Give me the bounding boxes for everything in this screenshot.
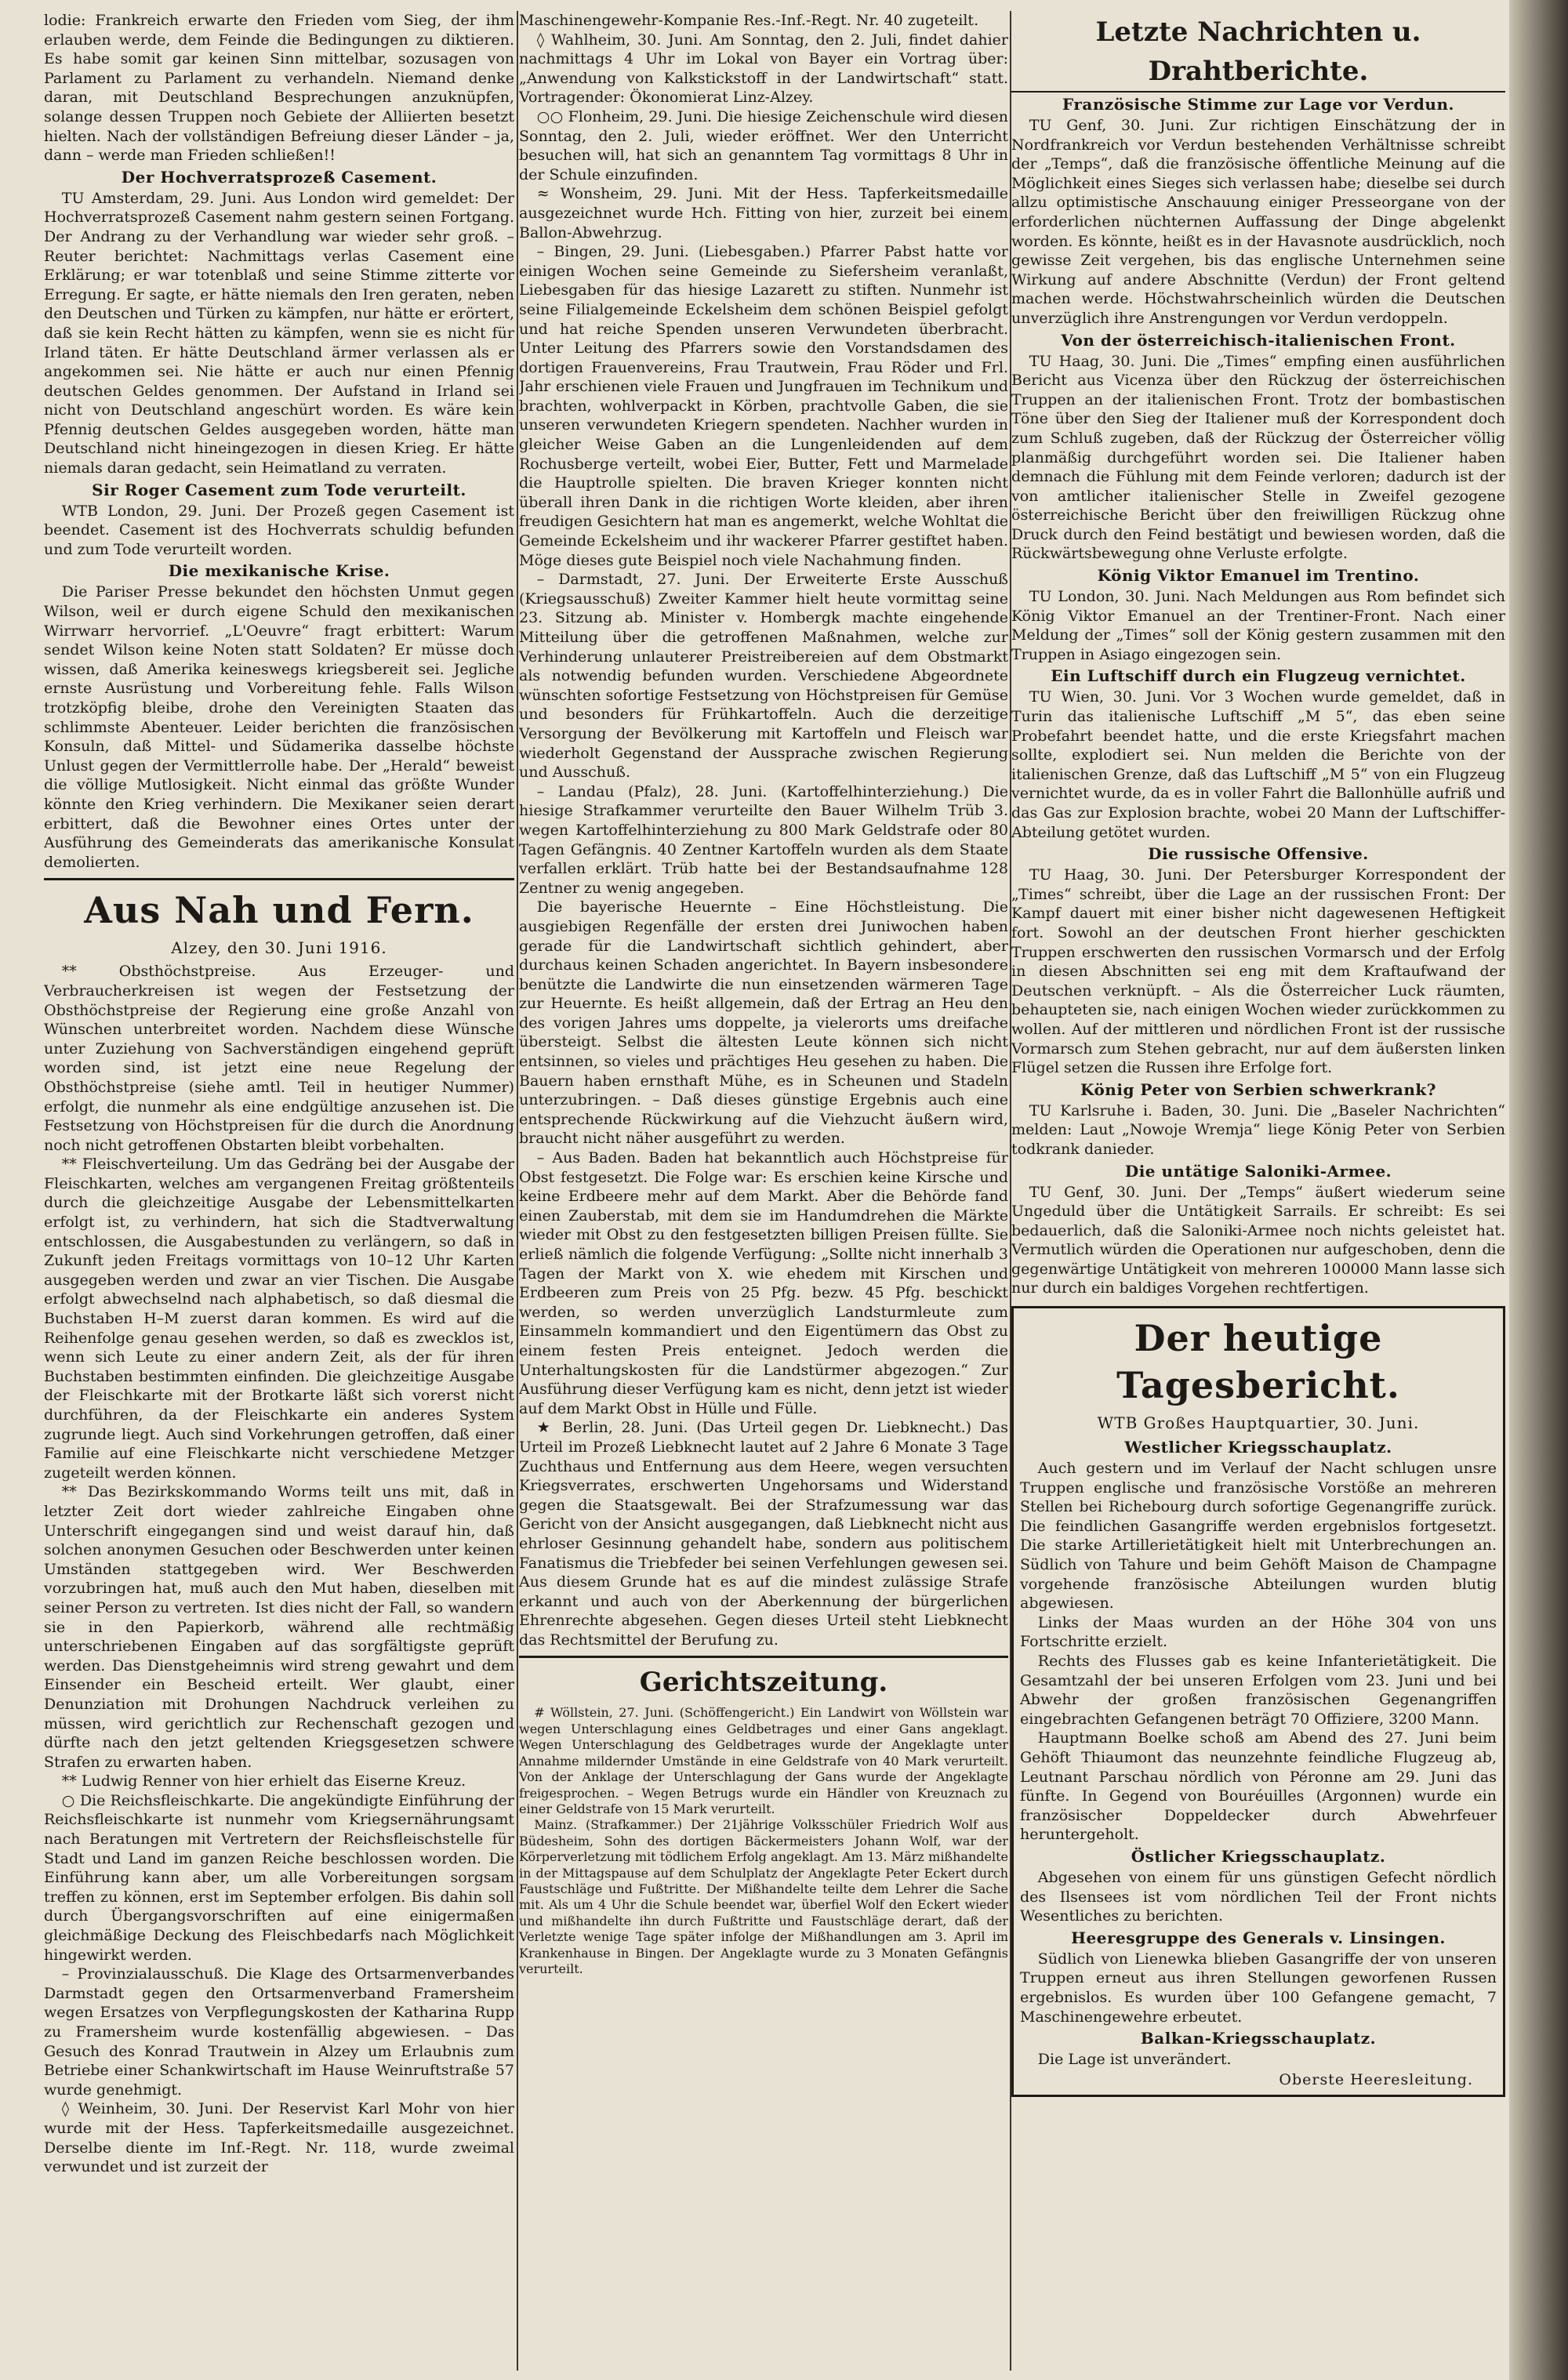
article-airship: TU Wien, 30. Juni. Vor 3 Wochen wurde gemeldet, daß in Turin das italienische Luftschiff „M 5“, das eben seine Probefahrt beendet hatte, und die erste Kriegsfahrt machen sollte, explodiert sei. Nun melden die Berichte von der italienischen Grenze, daß das Luftschiff „M 5“ von ein Flugzeug vernichtet wurde, da es in voller Fahrt die Ballonhülle aufriß und das Gas zur Explosion brachte, wobei 20 Mann der Luftschiffer-Abteilung getötet wurden. bbox=[1011, 688, 1505, 841]
article-austro-italian-front: TU Haag, 30. Juni. Die „Times“ empfing einen ausführlichen Bericht aus Vicenza über den Rückzug der österreichischen Truppen an der italienischen Front. Trotz der bombastischen Töne über den Sieg der Italiener muß der Korrespondent doch zum Schluß zugeben, daß der Rückzug der Österreicher völlig planmäßig durchgeführt worden sei. Die Italiener haben demnach die Fühlung mit dem Feinde verloren; dadurch ist der von amtlicher italienischer Stelle in Zweifel gezogene österreichische Bericht über den freiwilligen Rückzug ohne Druck durch den Feind bestätigt und bewiesen worden, daß die Rückwärtsbewegung ohne Verluste erfolgte. bbox=[1011, 352, 1505, 563]
report-west-1: Auch gestern und im Verlauf der Nacht schlugen unsre Truppen englische und französische Vorstöße an mehreren Stellen bei Richebourg durch sofortige Gegenangriffe zurück. Die feindlichen Gasangriffe werden ergebnislos fortgesetzt. Die starke Artillerietätigkeit hielt mit Unterbrechungen an. Südlich von Tahure und beim Gehöft Maison de Champagne vorgehende französische Abteilungen wurden blutig abgewiesen. bbox=[1020, 1460, 1497, 1613]
subheading-eastern-front: Östlicher Kriegsschauplatz. bbox=[1131, 1846, 1386, 1866]
subheading-mexican-crisis: Die mexikanische Krise. bbox=[168, 561, 390, 581]
section-heading-gerichtszeitung: Gerichtszeitung. bbox=[639, 1667, 888, 1699]
article-berlin-liebknecht: ★ Berlin, 28. Juni. (Das Urteil gegen Dr. Liebknecht.) Das Urteil im Prozeß Liebknecht lautet auf 2 Jahre 6 Monate 3 Tage Zuchthaus und Entfernung aus dem Heere, wegen versuchten Kriegsverrates, erschwerten Ungehorsams und Widerstand gegen die Staatsgewalt. Bei der Strafzumessung war das Gericht von der Ansicht ausgegangen, daß Liebknecht nicht aus ehrloser Gesinnung gehandelt habe, sondern aus politischem Fanatismus die Triebfeder bei seinen Verfehlungen gewesen sei. Aus diesem Grunde hat es auf die mindest zulässige Strafe erkannt und auch von der Aberkennung der bürgerlichen Ehrenrechte abgesehen. Gegen dieses Urteil steht Liebknecht das Rechtsmittel der Berufung zu. bbox=[519, 1419, 1008, 1649]
report-west-4: Hauptmann Boelke schoß am Abend des 27. Juni beim Gehöft Thiaumont das neunzehnte feindliche Flugzeug ab, Leutnant Parschau nördlich von Péronne am 29. Juni das fünfte. In Gegend von Bouréuilles (Argonnen) wurde ein französischer Doppeldecker durch Abwehrfeuer heruntergeholt. bbox=[1020, 1729, 1497, 1844]
article-heuernte: Die bayerische Heuernte – Eine Höchstleistung. Die ausgiebigen Regenfälle der ersten drei Juniwochen haben gerade für die Landwirtschaft sichtlich gehindert, aber durchaus keinen Schaden angerichtet. In Bayern insbesondere benützte die Landwirte die nun einsetzenden wärmeren Tage zur Heuernte. Es heißt allgemein, daß der Ertrag an Heu den des vorigen Jahres ums doppelte, ja vielerorts ums dreifache übersteigt. Selbst die ältesten Leute können sich nicht entsinnen, so vieles und prächtiges Heu gesehen zu haben. Die Bauern haben ernsthaft Mühe, es in Scheunen und Stadeln unterzubringen. – Daß dieses günstige Ergebnis auch eine entsprechende Rückwirkung auf die Viehzucht äußern wird, braucht nicht näher ausgeführt zu werden. bbox=[519, 898, 1008, 1148]
subheading-russian-offensive: Die russische Offensive. bbox=[1148, 844, 1369, 864]
report-balkan: Die Lage ist unverändert. bbox=[1037, 2051, 1232, 2069]
article-provinzialausschuss: – Provinzialausschuß. Die Klage des Ortsarmenverbandes Darmstadt gegen den Ortsarmenverband Framersheim wegen Ersatzes von Verpflegungskosten der Katharina Rupp zu Framersheim wurde kostenfällig abgewiesen. – Das Gesuch des Konrad Trautwein in Alzey um Erlaubnis zum Betriebe einer Schankwirtschaft im Hause Weinruftstraße 57 wurde genehmigt. bbox=[44, 1965, 514, 2099]
article-bingen: – Bingen, 29. Juni. (Liebesgaben.) Pfarrer Pabst hatte vor einigen Wochen seine Gemeinde zu Siefersheim veranlaßt, Liebesgaben für das hiesige Lazarett zu stiften. Nunmehr ist seine Filialgemeinde Eckelsheim dem schönen Beispiel gefolgt und hat reiche Spenden unseren Verwundeten überbracht. Unter Leitung des Pfarrers sowie den Vorstandsdamen des dortigen Frauenvereins, Frau Trautwein, Frau Röder und Frl. Jahr erschienen viele Frauen und Jungfrauen im Technikum und brachten, wohlverpackt in Körben, prachtvolle Gaben, die sie unseren verwundeten Kriegern spendeten. Nachher wurden in gleicher Weise Gaben an die Lungenleidenden auf dem Rochusberge verteilt, wobei Eier, Butter, Fett und Marmelade die Hauptrolle spielten. Die braven Krieger konnten nicht überall ihren Dank in die richtigen Worte kleiden, aber ihren freudigen Gesichtern hat man es angemerkt, welche Wohltat die Gemeinde Eckelsheim und ihr wackerer Pfarrer gestiftet haben. Möge dieses gute Beispiel noch viele Nachahmung finden. bbox=[519, 243, 1008, 569]
subheading-airship: Ein Luftschiff durch ein Flugzeug vernichtet. bbox=[1051, 666, 1466, 686]
article-baden: – Aus Baden. Baden hat bekanntlich auch Höchstpreise für Obst festgesetzt. Die Folge war: Es erschien keine Kirsche und keine Erdbeere mehr auf dem Markt. Aber die Behörde fand einen Zauberstab, mit dem sie im Handumdrehen die Märkte wieder mit Obst zu den festgesetzten billigen Preisen füllte. Sie erließ nämlich die folgende Verfügung: „Sollte nicht innerhalb 3 Tagen der Markt von X. wie ehedem mit Kirschen und Erdbeeren zum Preis von 25 Pfg. bezw. 45 Pfg. beschickt werden, so werden unverzüglich Landsturmleute zum Einsammeln kommandiert und den Eigentümern das Obst zu einem festen Preis enteignet. Jedoch werden die Unterhaltungskosten für die Landstürmer abgezogen.“ Zur Ausführung dieser Verfügung kam es nicht, denn jetzt ist wieder auf dem Markt Obst in Hülle und Fülle. bbox=[519, 1149, 1008, 1417]
section-divider bbox=[519, 1656, 1008, 1658]
article-reichsfleischkarte: ○ Die Reichsfleischkarte. Die angekündigte Einführung der Reichsfleischkarte ist nunmehr vom Kriegsernährungsamt nach Beratungen mit Vertretern der Reichsfleischstelle für Stadt und Land im ganzen Reiche beschlossen worden. Die Einführung kann aber, um alle Vorbereitungen sorgsam treffen zu können, erst im September erfolgen. Bis dahin soll durch Übergangsvorschriften auf eine einigermaßen gleichmäßige Deckung des Fleischbedarfs nach Möglichkeit hingewirkt werden. bbox=[44, 1791, 514, 1964]
section-heading-letzte-nachrichten: Letzte Nachrichten u. Drahtberichte. bbox=[1011, 13, 1505, 93]
subheading-verdun: Französische Stimme zur Lage vor Verdun. bbox=[1062, 95, 1454, 114]
article-darmstadt: – Darmstadt, 27. Juni. Der Erweiterte Erste Ausschuß (Kriegsausschuß) Zweiter Kammer hielt heute vormittag seine 23. Sitzung ab. Minister v. Hombergk machte eingehende Mitteilung über die getroffenen Maßnahmen, welche zur Verhinderung unlauterer Preistreibereien auf dem Obstmarkt als notwendig befunden wurden. Verschiedene Abgeordnete wünschten sofortige Festsetzung von Höchstpreisen für Gemüse und besonders für Frühkartoffeln. Auch die derzeitige Versorgung der Bevölkerung mit Kartoffeln und Fleisch war wiederholt Gegenstand der Aussprache zwischen Regierung und Ausschuß. bbox=[519, 571, 1008, 782]
page-edge-shadow bbox=[1509, 0, 1568, 2380]
dateline-hauptquartier: WTB Großes Hauptquartier, 30. Juni. bbox=[1097, 1413, 1420, 1433]
section-divider bbox=[44, 878, 514, 880]
article-peace-intro: lodie: Frankreich erwarte den Frieden vom Sieg, der ihm erlauben werde, dem Feinde die Bedingungen zu diktieren. Es habe somit gar keinen Sinn mittelbar, sozusagen von Parlament zu Parlament zu verhandeln. Niemand denke daran, mit Deutschland Besprechungen anzuknüpfen, solange dessen Truppen noch Gebiete der Alliierten besetzt hielten. Nach der vollständigen Befreiung dieser Länder – ja, dann – werde man Frieden schließen!! bbox=[44, 12, 514, 165]
article-landau: – Landau (Pfalz), 28. Juni. (Kartoffelhinterziehung.) Die hiesige Strafkammer verurteilte den Bauer Wilhelm Trüb 3. wegen Kartoffelhinterziehung zu 800 Mark Geldstrafe oder 80 Tagen Gefängnis. 40 Zentner Kartoffeln wurden als dem Staate verfallen erklärt. Trüb hatte bei der Bestandsaufnahme 128 Zentner zu wenig angegeben. bbox=[519, 782, 1008, 897]
subheading-saloniki-army: Die untätige Saloniki-Armee. bbox=[1124, 1161, 1392, 1181]
article-fleischverteilung: ** Fleischverteilung. Um das Gedräng bei der Ausgabe der Fleischkarten, welches am vergangenen Freitag größtenteils durch die gleichzeitige Ausgabe der Lebensmittelkarten erfolgt ist, zu verhindern, hat sich die Stadtverwaltung entschlossen, die Ausgabestunden zu verlängern, so daß in Zukunft jeden Freitags vormittags von 10–12 Uhr Karten ausgegeben werden und zwar an vier Tischen. Die Ausgabe erfolgt abwechselnd nach alphabetisch, so daß diesmal die Buchstaben H–M zuerst daran kommen. Es wird auf die Reihenfolge genau gesehen werden, so daß es zwecklos ist, wenn sich Leute zu einer andern Zeit, als der für ihren Buchstaben bestimmten einfinden. Die gleichzeitige Ausgabe der Fleischkarte mit der Brotkarte läßt sich vorerst nicht durchführen, da der Fleischkarte ein anderes System zugrunde liegt. Auch sind Vorkehrungen getroffen, daß einer Familie auf eine Fleischkarte nicht verschiedene Metzger zugeteilt werden können. bbox=[44, 1156, 514, 1482]
column-rule bbox=[517, 11, 518, 2371]
subheading-king-peter: König Peter von Serbien schwerkrank? bbox=[1080, 1079, 1436, 1099]
subheading-casement-trial: Der Hochverratsprozeß Casement. bbox=[121, 167, 437, 187]
report-west-3: Rechts des Flusses gab es keine Infanterietätigkeit. Die Gesamtzahl der bei unseren Erfolgen vom 23. Juni und bei Abwehr der großen französischen Gegenangriffen eingebrachten Gefangenen beträgt 70 Offiziere, 3200 Mann. bbox=[1020, 1653, 1497, 1728]
article-weinheim: ◊ Weinheim, 30. Juni. Der Reservist Karl Mohr von hier wurde mit der Hess. Tapferkeitsmedaille ausgezeichnet. Derselbe diente im Inf.-Regt. Nr. 118, wurde zweimal verwundet und ist zurzeit der bbox=[44, 2100, 514, 2176]
article-mainz: Mainz. (Strafkammer.) Der 21jährige Volksschüler Friedrich Wolf aus Büdesheim, Sohn des dortigen Bäckermeisters Johann Wolf, war der Körperverletzung mit tödlichem Erfolg angeklagt. Am 13. März mißhandelte in der Mittagspause auf dem Schulplatz der Angeklagte Peter Eckert durch Faustschläge und Fußtritte. Der Mißhandelte teilte dem Lehrer die Sache mit. Als um 4 Uhr die Schule beendet war, überfiel Wolf den Eckert wieder und mißhandelte ihn durch Fußtritte und Faustschläge derart, daß der Verletzte wenige Tage später infolge der Mißhandlungen am 3. April im Krankenhause in Bingen. Der Angeklagte wurde zu 3 Monaten Gefängnis verurteilt. bbox=[519, 1817, 1008, 1976]
dateline-alzey: Alzey, den 30. Juni 1916. bbox=[171, 938, 387, 958]
column-middle bbox=[519, 11, 1008, 2371]
article-king-peter: TU Karlsruhe i. Baden, 30. Juni. Die „Baseler Nachrichten“ melden: Laut „Nowoje Wremja“ liege König Peter von Serbien todkrank danieder. bbox=[1011, 1101, 1505, 1158]
article-wahlheim: ◊ Wahlheim, 30. Juni. Am Sonntag, den 2. Juli, findet dahier nachmittags 4 Uhr im Lokal von Bayer ein Vortrag über: „Anwendung von Kalkstickstoff in der Landwirtschaft“ statt. Vortragender: Ökonomierat Linz-Alzey. bbox=[519, 31, 1008, 107]
article-bezirkskommando: ** Das Bezirkskommando Worms teilt uns mit, daß in letzter Zeit dort wieder zahlreiche Eingaben ohne Unterschrift eingegangen sind und weist darauf hin, daß solchen anonymen Gesuchen oder Beschwerden unter keinen Umständen stattgegeben wird. Wer Beschwerden vorzubringen hat, muß auch den Mut haben, dieselben mit seiner Person zu vertreten. Ist dies nicht der Fall, so wandern sie in den Papierkorb, während alle rechtmäßig unterschriebenen Eingaben auf das sorgfältigste geprüft werden. Das Dienstgeheimnis wird streng gewahrt und dem Einsender ein Bescheid erteilt. Wer glaubt, einer Denunziation mit Drohungen Nachdruck verleihen zu müssen, wird gerichtlich zur Rechenschaft gezogen und dürfte nach den jetzt geltenden Kriegsgesetzen schwere Strafen zu erwarten haben. bbox=[44, 1483, 514, 1771]
article-verdun: TU Genf, 30. Juni. Zur richtigen Einschätzung der in Nordfrankreich vor Verdun bestehenden Verhältnisse schreibt der „Temps“, daß die französische öffentliche Meinung auf die Möglichkeit eines Sieges sich verlassen habe; dieselbe sei durch allzu optimistische Anschauung einiger Presseorgane von der erforderlichen nüchternen Auffassung der Dinge abgelenkt worden. Es könnte, heißt es in der Havasnote ausdrücklich, noch gewisse Zeit vergehen, bis das englische Unternehmen seine Wirkung auf andere Abschnitte (Verdun) der Front geltend machen werde. Höchstwahrscheinlich würden die Deutschen unverzüglich ihre Anstrengungen vor Verdun verdoppeln. bbox=[1011, 117, 1505, 327]
report-east: Abgesehen von einem für uns günstigen Gefecht nördlich des Ilsensees ist vom nördlichen Teil der Front nichts Wesentliches zu berichten. bbox=[1020, 1868, 1497, 1925]
article-wonsheim: ≈ Wonsheim, 29. Juni. Mit der Hess. Tapferkeitsmedaille ausgezeichnet wurde Hch. Fitting von hier, zurzeit bei einem Ballon-Abwehrzug. bbox=[519, 185, 1008, 241]
article-woellstein: # Wöllstein, 27. Juni. (Schöffengericht.) Ein Landwirt von Wöllstein war wegen Unterschlagung eines Geldbetrages und einer Gans angeklagt. Wegen Unterschlagung des Geldbetrages wurde der Angeklagte unter Annahme mildernder Umstände in eine Geldstrafe von 40 Mark verurteilt. Von der Anklage der Unterschlagung der Gans wurde der Angeklagte freigesprochen. – Wegen Betrugs wurde ein Händler von Kreuznach zu einer Geldstrafe von 15 Mark verurteilt. bbox=[519, 1705, 1008, 1816]
article-russian-offensive: TU Haag, 30. Juni. Der Petersburger Korrespondent der „Times“ schreibt, über die Lage an der russischen Front: Der Kampf dauert mit einer bisher nicht dagewesenen Heftigkeit fort. Sowohl an der deutschen Front hierher geschickten Truppen erschwerten den russischen Vormarsch und der Erfolg in diesen Abschnitten sei eng mit dem Kraftaufwand der Deutschen verknüpft. – Als die Österreicher Luck räumten, behaupteten sie, nach einigen Wochen wieder zurückkommen zu wollen. Auf der mittleren und nördlichen Front ist der russische Vormarsch zum Stehen gebracht, nur auf dem äußersten linken Flügel setzen die Russen ihre Erfolge fort. bbox=[1011, 866, 1505, 1077]
daily-report-box bbox=[1011, 1306, 1505, 2097]
article-casement-sentence: WTB London, 29. Juni. Der Prozeß gegen Casement ist beendet. Casement ist des Hochverrats schuldig befunden und zum Tode verurteilt worden. bbox=[44, 502, 514, 558]
article-renner: ** Ludwig Renner von hier erhielt das Eiserne Kreuz. bbox=[61, 1772, 466, 1790]
signature-oberste-heeresleitung: Oberste Heeresleitung. bbox=[1279, 2070, 1473, 2088]
subheading-balkan: Balkan-Kriegsschauplatz. bbox=[1140, 2029, 1377, 2048]
section-heading-tagesbericht: Der heutige Tagesbericht. bbox=[1116, 1317, 1400, 1407]
article-saloniki-army: TU Genf, 30. Juni. Der „Temps“ äußert wiederum seine Ungeduld über die Untätigkeit Sarrails. Er schreibt: Es sei bedauerlich, daß die Saloniki-Armee noch nichts geleistet hat. Vermutlich würden die Operationen nur aufgeschoben, denn die gegenwärtige Untätigkeit von mehreren 100000 Mann lasse sich nur durch ein baldiges Vorgehen rechtfertigen. bbox=[1011, 1183, 1505, 1297]
article-mexican-crisis: Die Pariser Presse bekundet den höchsten Unmut gegen Wilson, weil er durch eigene Schuld den mexikanischen Wirrwarr hervorrief. „L'Oeuvre“ fragt erbittert: Warum sendet Wilson keine Noten statt Soldaten? Er müsse doch wissen, daß Amerika keineswegs kriegsbereit sei. Jegliche ernste Ausrüstung und Vorbereitung fehle. Falls Wilson trotzköpfig bleibe, drohe den Vereinigten Staaten das schlimmste Abenteuer. Leider berichten die französischen Konsuln, daß Mittel- und Südamerika dasselbe höchste Unlust gegen der Vermittlerrolle habe. Der „Herald“ beweist die völlige Mutlosigkeit. Nicht einmal das größte Wunder könnte den Krieg verhindern. Die Mexikaner seien derart erbittert, daß die Bewohner eines Ortes unter der Ausführung des Gemeinderats das amerikanische Konsulat demolierten. bbox=[44, 583, 514, 871]
article-obsthoechstpreise: ** Obsthöchstpreise. Aus Erzeuger- und Verbraucherkreisen ist wegen der Festsetzung der Obsthöchstpreise der Regierung eine große Anzahl von Wünschen unterbreitet worden. Nachdem diese Wünsche unter Zuziehung von Sachverständigen eingehend geprüft worden sind, ist jetzt eine neue Regelung der Obsthöchstpreise (siehe amtl. Teil in heutiger Nummer) erfolgt, die nunmehr als eine endgültige anzusehen ist. Die Festsetzung von Höchstpreisen für die durch die Anordnung noch nicht getroffenen Obstarten bleibt vorbehalten. bbox=[44, 963, 514, 1154]
subheading-linsingen: Heeresgruppe des Generals v. Linsingen. bbox=[1071, 1928, 1446, 1947]
article-king-victor-emanuel: TU London, 30. Juni. Nach Meldungen aus Rom befindet sich König Viktor Emanuel an der Trentiner-Front. Nach einer Meldung der „Times“ soll der König gestern zusammen mit den Truppen in Asiago eingezogen sein. bbox=[1011, 588, 1505, 663]
report-west-2: Links der Maas wurden an der Höhe 304 von uns Fortschritte erzielt. bbox=[1020, 1613, 1497, 1651]
column-right bbox=[1011, 11, 1505, 2371]
article-mg-kompanie: Maschinengewehr-Kompanie Res.-Inf.-Regt. Nr. 40 zugeteilt. bbox=[519, 12, 979, 29]
section-heading-nah-und-fern: Aus Nah und Fern. bbox=[84, 889, 474, 932]
column-left bbox=[44, 11, 514, 2371]
subheading-western-front: Westlicher Kriegsschauplatz. bbox=[1124, 1438, 1392, 1457]
report-linsingen: Südlich von Lienewka blieben Gasangriffe der von unseren Truppen erneut aus ihren Stellungen geworfenen Russen ergebnislos. Es wurden über 100 Gefangene gemacht, 7 Maschinengewehre erbeutet. bbox=[1020, 1950, 1497, 2026]
article-casement-trial: TU Amsterdam, 29. Juni. Aus London wird gemeldet: Der Hochverratsprozeß Casement nahm gestern seinen Fortgang. Der Andrang zu der Verhandlung war wieder sehr groß. – Reuter berichtet: Nachmittags verlas Casement eine Erklärung; er war totenblaß und seine Stimme zitterte vor Erregung. Er sagte, er hätte niemals den Iren geraten, neben den Deutschen und Türken zu kämpfen, nur hätte er erörtert, daß sie kein Recht hätten zu kämpfen, wenn sie es nicht für Irland täten. Er hätte Deutschland ärmer verlassen als er angekommen sei. Nie hätte er auch nur einen Pfennig deutschen Geldes genommen. Der Aufstand in Irland sei nicht von Deutschland angeschürt worden. Es wäre kein Pfennig deutschen Geldes ausgegeben worden, hätte man Deutschland nicht hineingezogen in diesen Krieg. Er hätte niemals daran gedacht, sein Heimatland zu verraten. bbox=[44, 189, 514, 477]
subheading-casement-sentence: Sir Roger Casement zum Tode verurteilt. bbox=[92, 480, 466, 499]
article-flonheim: ○○ Flonheim, 29. Juni. Die hiesige Zeichenschule wird diesen Sonntag, den 2. Juli, wieder eröffnet. Wer den Unterricht besuchen will, hat sich an genanntem Tag vormittags 8 Uhr in der Schule einzufinden. bbox=[519, 107, 1008, 183]
subheading-austro-italian-front: Von der österreichisch-italienischen Front. bbox=[1061, 330, 1456, 350]
subheading-king-victor-emanuel: König Viktor Emanuel im Trentino. bbox=[1097, 566, 1420, 586]
